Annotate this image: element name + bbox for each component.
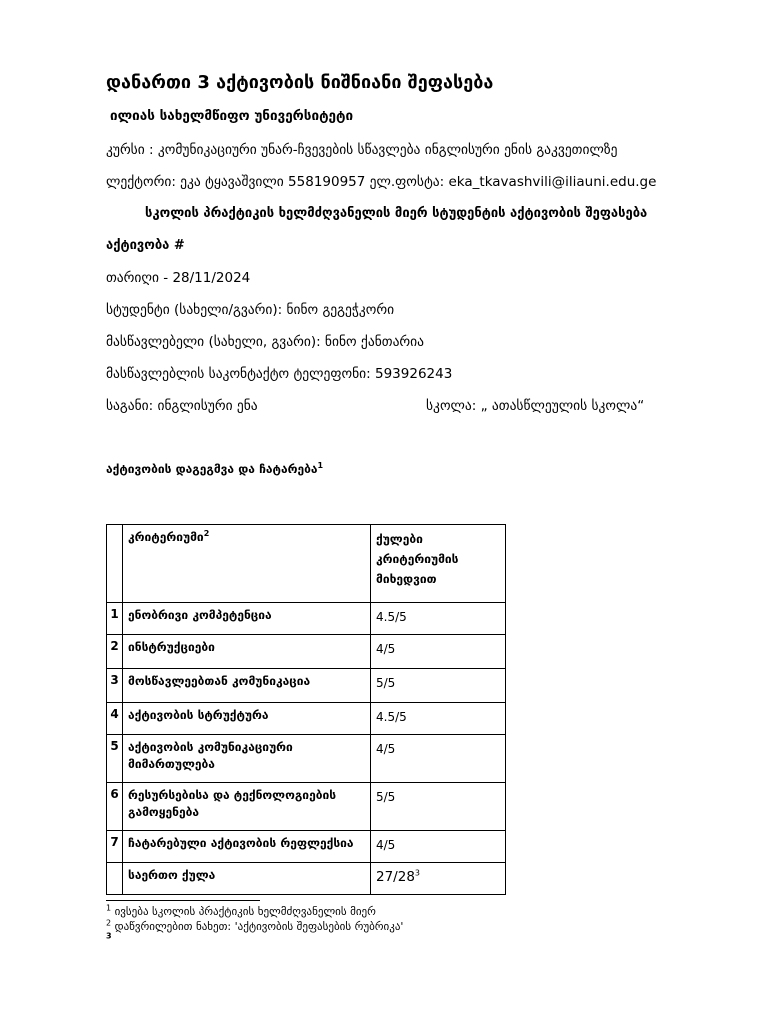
footnote-ref: 3 bbox=[414, 868, 420, 878]
row-number: 1 bbox=[107, 603, 123, 635]
section-heading: აქტივობის დაგეგმვა და ჩატარება$^1$ bbox=[106, 461, 324, 476]
table-row bbox=[107, 669, 506, 703]
lecturer-line: ლექტორი: ეკა ტყავაშვილი 558190957 ელ.ფოსტა: eka_tkavashvili@iliauni.edu.ge bbox=[106, 174, 657, 190]
row-criterion: მოსწავლეებთან კომუნიკაცია bbox=[123, 669, 371, 703]
subject-line: საგანი: ინგლისური ენა bbox=[106, 398, 258, 414]
footnote-2: $^2$ დაწვრილებით ნახეთ: 'აქტივობის შეფასების რუბრიკა' bbox=[106, 918, 404, 933]
activity-number: აქტივობა # bbox=[106, 238, 185, 253]
row-score: 4.5/5 bbox=[371, 603, 506, 635]
school-line: სკოლა: „ ათასწლეულის სკოლა“ bbox=[426, 398, 645, 414]
total-num-cell bbox=[107, 863, 123, 895]
row-criterion: ინსტრუქციები bbox=[123, 635, 371, 669]
table-row bbox=[107, 635, 506, 669]
row-number: 5 bbox=[107, 735, 123, 783]
row-number: 6 bbox=[107, 783, 123, 831]
footnote-1: $^1$ ივსება სკოლის პრაქტიკის ხელმძღვანელის მიერ bbox=[106, 903, 376, 918]
row-score: 4/5 bbox=[371, 831, 506, 863]
row-score: 4.5/5 bbox=[371, 703, 506, 735]
teacher-line: მასწავლებელი (სახელი, გვარი): ნინო ქანთარია bbox=[106, 334, 425, 350]
table-total-row bbox=[107, 863, 506, 895]
evaluation-subtitle: სკოლის პრაქტიკის ხელმძღვანელის მიერ სტუდენტის აქტივობის შეფასება bbox=[145, 206, 648, 221]
row-criterion: აქტივობის კომუნიკაციური მიმართულება bbox=[123, 735, 371, 783]
row-score: 5/5 bbox=[371, 783, 506, 831]
table-row bbox=[107, 703, 506, 735]
footnote-separator bbox=[106, 900, 260, 901]
table-row bbox=[107, 603, 506, 635]
footnote-ref: 1 bbox=[317, 461, 324, 470]
header-criterion-cell: კრიტერიუმი$^2$ bbox=[123, 525, 371, 603]
course-line: კურსი : კომუნიკაციური უნარ-ჩვევების სწავლება ინგლისური ენის გაკვეთილზე bbox=[106, 142, 618, 158]
table-row bbox=[107, 735, 506, 783]
footnote-ref: 2 bbox=[203, 529, 210, 538]
row-number: 2 bbox=[107, 635, 123, 669]
header-num-cell bbox=[107, 525, 123, 603]
criteria-table bbox=[106, 524, 506, 895]
table-row bbox=[107, 831, 506, 863]
row-score: 5/5 bbox=[371, 669, 506, 703]
header-score-cell: ქულები კრიტერიუმის მიხედვით bbox=[371, 525, 506, 603]
university-name: ილიას სახელმწიფო უნივერსიტეტი bbox=[110, 108, 354, 124]
table-header-row bbox=[107, 525, 506, 603]
student-line: სტუდენტი (სახელი/გვარი): ნინო გეგეჭკორი bbox=[106, 302, 395, 318]
row-criterion: აქტივობის სტრუქტურა bbox=[123, 703, 371, 735]
row-score: 4/5 bbox=[371, 735, 506, 783]
row-score: 4/5 bbox=[371, 635, 506, 669]
table-row bbox=[107, 783, 506, 831]
row-number: 4 bbox=[107, 703, 123, 735]
row-criterion: რესურსებისა და ტექნოლოგიების გამოყენება bbox=[123, 783, 371, 831]
total-value-cell: $27/28^3$ bbox=[371, 863, 506, 895]
teacher-phone-line: მასწავლებლის საკონტაქტო ტელეფონი: 593926243 bbox=[106, 366, 453, 382]
total-label: საერთო ქულა bbox=[123, 863, 371, 895]
footnote-3: 3 bbox=[106, 931, 112, 941]
row-number: 3 bbox=[107, 669, 123, 703]
row-number: 7 bbox=[107, 831, 123, 863]
page-title: დანართი 3 აქტივობის ნიშნიანი შეფასება bbox=[106, 72, 494, 93]
row-criterion: ენობრივი კომპეტენცია bbox=[123, 603, 371, 635]
date-line: თარიღი - 28/11/2024 bbox=[106, 270, 251, 286]
row-criterion: ჩატარებული აქტივობის რეფლექსია bbox=[123, 831, 371, 863]
